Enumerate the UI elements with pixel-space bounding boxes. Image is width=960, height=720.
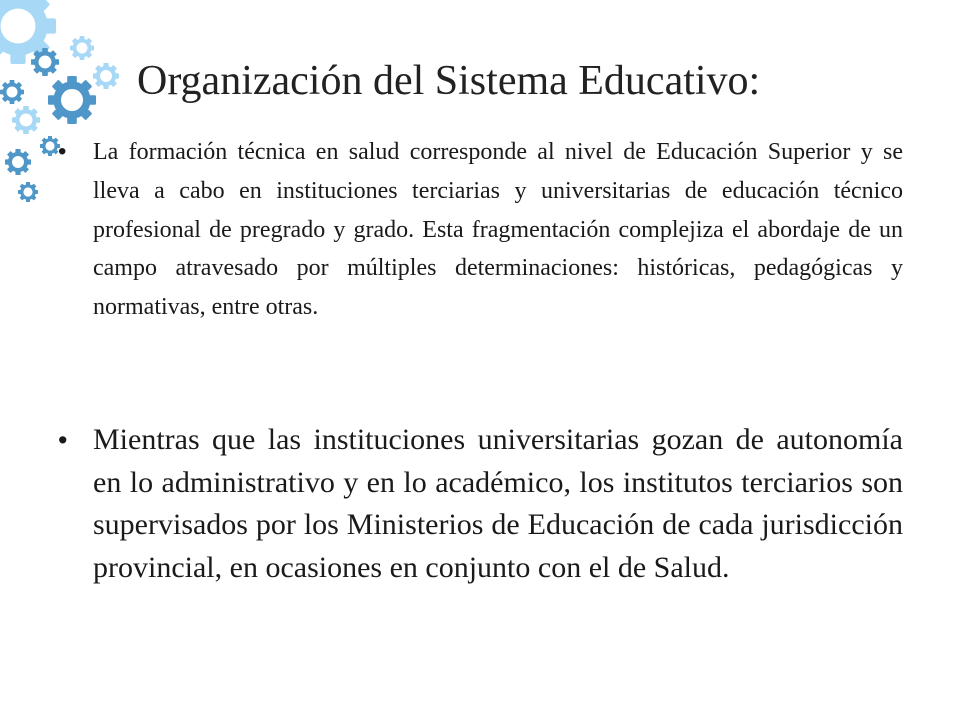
bullet-item [58,133,903,327]
gear-icon [0,80,24,104]
bullet-text: Mientras que las instituciones universitarias gozan de autonomía en lo administrativo y en lo académico, los institutos terciarios son supervisados por los Ministerios de Educación de cada jurisdicción provincial, en ocasiones en conjunto con el de Salud. [93,423,903,584]
gear-icon [93,63,119,89]
slide-title: Organización del Sistema Educativo: [137,58,761,104]
gear-icon [48,76,96,124]
gear-icon [18,182,38,202]
bullet-text: La formación técnica en salud corresponde al nivel de Educación Superior y se lleva a cabo en instituciones terciarias y universitarias de educación técnico profesional de pregrado y grado. Esta fragmentación complejiza el abordaje de un campo atravesado por múltiples determinaciones: históricas, pedagógicas y normativas, entre otras. [93,139,903,321]
gear-icon [31,48,59,76]
gear-icon [70,36,94,60]
gear-icon [40,136,60,156]
gear-icon [5,149,31,175]
bullet-marker: • [58,425,68,455]
bullet-item [58,419,903,589]
gear-icon [12,106,40,134]
bullet-marker: • [58,138,67,165]
